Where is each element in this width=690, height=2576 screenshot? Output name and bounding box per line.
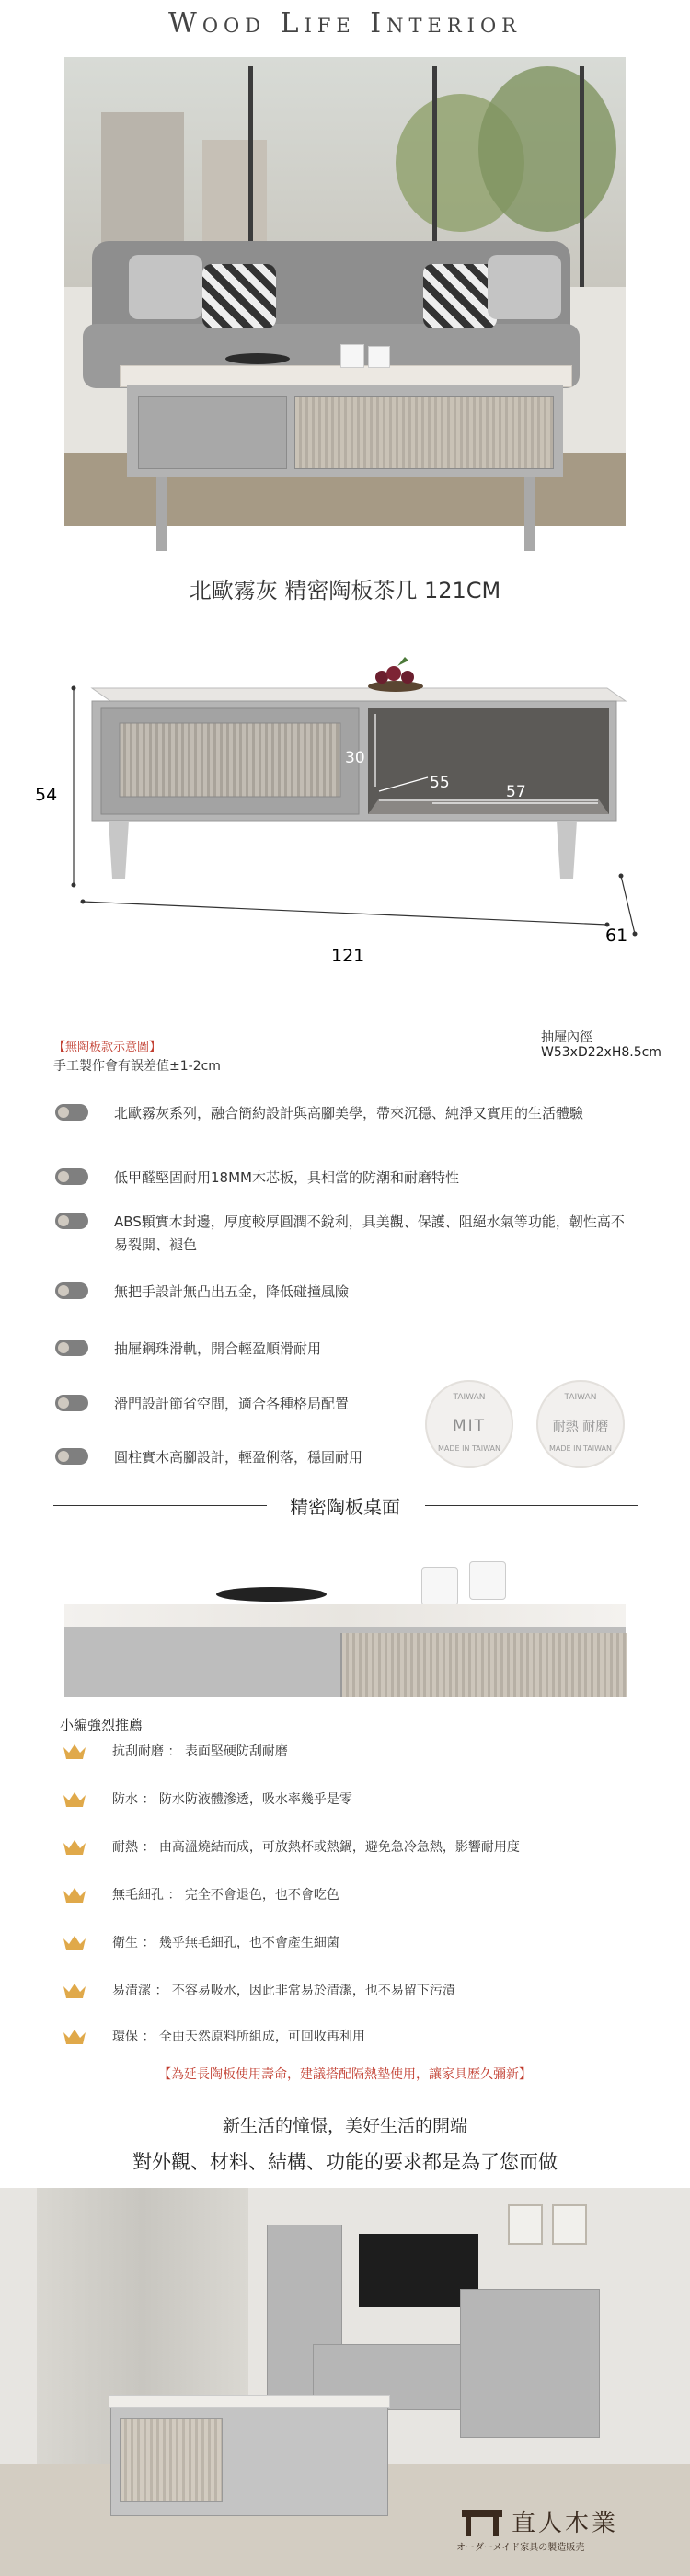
- recommend-item: [63, 2027, 633, 2047]
- toggle-icon: [55, 1168, 88, 1185]
- no-ceramic-note: 【無陶板款示意圖】: [53, 1041, 162, 1054]
- feature-item: [55, 1281, 626, 1304]
- toggle-icon: [55, 1340, 88, 1356]
- feature-item: [55, 1338, 626, 1361]
- brand-logo-tagline: オーダーメイド家具の製造販売: [456, 2543, 585, 2553]
- inner-width-label: 57: [506, 783, 526, 801]
- crown-icon: [63, 1743, 86, 1760]
- feature-item: [55, 1393, 423, 1416]
- feature-text: 北歐霧灰系列，融合簡約設計與高腳美學，帶來沉穩、純淨又實用的生活體驗: [114, 1105, 584, 1121]
- feature-text: ABS顆實木封邊，厚度較厚圓潤不銳利，具美觀、保護、阻絕水氣等功能，韌性高不易裂開、褪色: [114, 1213, 625, 1253]
- diagram-glass-panel: [120, 723, 340, 797]
- crown-icon: [63, 2029, 86, 2045]
- feature-text: 無把手設計無凸出五金，降低碰撞風險: [114, 1283, 350, 1300]
- crown-icon: [63, 1887, 86, 1903]
- toggle-icon: [55, 1213, 88, 1229]
- crown-icon: [63, 1839, 86, 1856]
- inner-depth-label: 55: [430, 774, 450, 792]
- recommend-text: 易清潔 ： 不容易吸水，因此非常易於清潔，也不易留下污漬: [112, 1984, 455, 1998]
- product-title: 北歐霧灰 精密陶板茶几 121CM: [189, 578, 501, 604]
- drawer-inner-title: 抽屜內徑: [541, 1030, 592, 1045]
- diagram-table-top: [92, 688, 626, 701]
- mit-badge: TAIWAN MIT MADE IN TAIWAN: [425, 1380, 513, 1468]
- ceramic-top-photo: [64, 1532, 626, 1697]
- recommend-text: 耐熱 ： 由高溫燒結而成，可放熱杯或熱鍋，避免急冷急熱，影響耐用度: [112, 1840, 520, 1855]
- heat-resistant-badge: TAIWAN 耐熱 耐磨 MADE IN TAIWAN: [536, 1380, 625, 1468]
- recommend-item: [63, 1789, 633, 1810]
- recommend-text: 防水 ： 防水防液體滲透，吸水率幾乎是零: [112, 1792, 352, 1807]
- crown-icon: [63, 1791, 86, 1808]
- recommend-item: [63, 1742, 633, 1762]
- depth-label: 61: [605, 926, 628, 946]
- feature-item: [55, 1446, 442, 1469]
- care-warning: 【為延長陶板使用壽命，建議搭配隔熱墊使用，讓家具歷久彌新】: [158, 2067, 532, 2082]
- toggle-icon: [55, 1448, 88, 1465]
- feature-item: [55, 1211, 626, 1257]
- recommend-item: [63, 1837, 633, 1857]
- toggle-icon: [55, 1395, 88, 1411]
- recommend-text: 衛生 ： 幾乎無毛細孔，也不會產生細菌: [112, 1936, 339, 1950]
- recommend-text: 環保 ： 全由天然原料所組成，可回收再利用: [112, 2030, 365, 2044]
- toggle-icon: [55, 1282, 88, 1299]
- slogan-line-2: 對外觀、材料、結構、功能的要求都是為了您而做: [132, 2151, 558, 2173]
- feature-item: [55, 1102, 626, 1125]
- feature-text: 滑門設計節省空間，適合各種格局配置: [114, 1396, 350, 1412]
- width-label: 121: [331, 946, 365, 966]
- diagram-fruit-bowl: [368, 681, 423, 692]
- toggle-icon: [55, 1104, 88, 1121]
- recommend-item: [63, 1933, 633, 1953]
- diagram-leg: [109, 821, 129, 879]
- diagram-leg: [557, 821, 577, 879]
- drawer-inner-dimensions: W53xD22xH8.5cm: [541, 1045, 661, 1060]
- recommend-item: [63, 1981, 633, 2001]
- feature-text: 低甲醛堅固耐用18MM木芯板，具相當的防潮和耐磨特性: [114, 1169, 459, 1186]
- recommend-text: 無毛細孔 ： 完全不會退色，也不會吃色: [112, 1888, 339, 1903]
- table-logo-icon: [460, 2506, 504, 2537]
- hero-product-photo: [64, 57, 626, 526]
- dimension-diagram: [35, 635, 644, 994]
- section-heading: 精密陶板桌面: [290, 1496, 400, 1518]
- diagram-open-compartment: [368, 708, 609, 814]
- crown-icon: [63, 1935, 86, 1951]
- feature-item: [55, 1167, 626, 1190]
- brand-logo-name: 直人木業: [512, 2510, 619, 2537]
- feature-text: 圓柱實木高腳設計，輕盈俐落，穩固耐用: [114, 1449, 363, 1466]
- crown-icon: [63, 1983, 86, 1999]
- recommend-text: 抗刮耐磨 ： 表面堅硬防刮耐磨: [112, 1744, 288, 1759]
- recommend-title: 小編強烈推薦: [60, 1717, 144, 1733]
- inner-height-label: 30: [345, 749, 365, 767]
- handmade-tolerance-note: 手工製作會有誤差值±1-2cm: [53, 1059, 221, 1074]
- slogan-line-1: 新生活的憧憬，美好生活的開端: [222, 2116, 467, 2136]
- feature-text: 抽屜鋼珠滑軌，開合輕盈順滑耐用: [114, 1340, 322, 1357]
- recommend-item: [63, 1885, 633, 1905]
- brand-title: Wood Life Interior: [168, 7, 522, 40]
- height-label: 54: [35, 785, 58, 805]
